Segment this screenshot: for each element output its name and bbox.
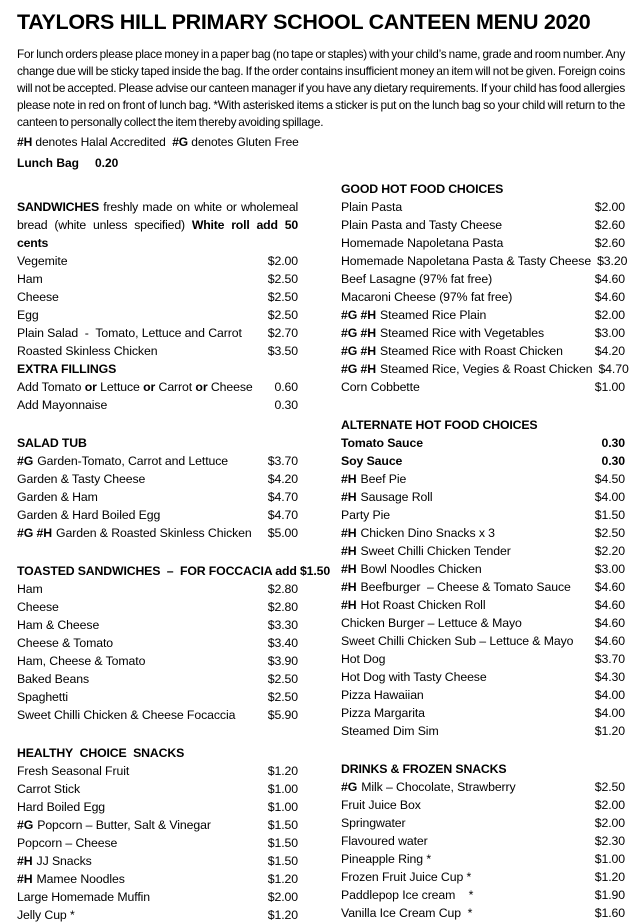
item-name: Plain Pasta and Tasty Cheese xyxy=(341,218,503,232)
dietary-tag: #H xyxy=(341,490,357,504)
item-name: Cheese & Tomato xyxy=(17,636,114,650)
dietary-tag: #H xyxy=(17,854,33,868)
item-name: Paddlepop Ice cream * xyxy=(341,888,474,902)
item-name: Plain Pasta xyxy=(341,200,403,214)
section-header: TOASTED SANDWICHES – FOR FOCCACIA add $1.50 xyxy=(17,564,331,578)
item-price: $2.00 xyxy=(594,816,625,830)
item-price: 0.60 xyxy=(274,380,298,394)
item-price: 0.30 xyxy=(601,454,625,468)
item-price: $4.00 xyxy=(594,706,625,720)
item-name: Ham xyxy=(17,272,43,286)
dietary-tag: #H xyxy=(341,526,357,540)
menu-item-row xyxy=(341,270,625,288)
item-name: #G #H Steamed Rice Plain xyxy=(341,308,487,322)
menu-item-row xyxy=(17,616,298,634)
item-name: EXTRA FILLINGS xyxy=(17,362,117,376)
item-name: Plain Salad - Tomato, Lettuce and Carrot xyxy=(17,326,242,340)
item-name: #H Sweet Chilli Chicken Tender xyxy=(341,544,511,558)
dietary-tag: #H xyxy=(341,598,357,612)
menu-item-row xyxy=(341,614,625,632)
section-header: GOOD HOT FOOD CHOICES xyxy=(341,182,504,196)
item-name: Frozen Fruit Juice Cup * xyxy=(341,870,472,884)
menu-item-row xyxy=(341,198,625,216)
item-price: $2.50 xyxy=(267,690,298,704)
menu-item-row xyxy=(341,434,625,452)
menu-item-row xyxy=(341,524,625,542)
item-name: Garden & Tasty Cheese xyxy=(17,472,146,486)
dietary-tag: #G xyxy=(17,454,34,468)
item-name: #G #H Steamed Rice, Vegies & Roast Chicken xyxy=(341,362,593,376)
item-name: Fruit Juice Box xyxy=(341,798,421,812)
menu-item-row xyxy=(341,306,625,324)
lunch-bag-price: 0.20 xyxy=(95,156,119,170)
menu-item-row xyxy=(341,868,625,886)
item-price: $1.00 xyxy=(594,852,625,866)
menu-item-row xyxy=(17,688,298,706)
item-price: $2.50 xyxy=(267,290,298,304)
dietary-tag: #H xyxy=(341,472,357,486)
item-price: $4.30 xyxy=(594,670,625,684)
menu-columns xyxy=(17,180,629,924)
menu-item-row xyxy=(17,524,298,542)
menu-item-row xyxy=(341,722,625,740)
menu-item-row xyxy=(17,270,298,288)
item-price: $2.00 xyxy=(267,254,298,268)
item-price: $2.30 xyxy=(594,834,625,848)
item-price: $2.60 xyxy=(594,236,625,250)
item-name: Garden & Hard Boiled Egg xyxy=(17,508,161,522)
menu-item-row xyxy=(17,580,298,598)
bold-text-segment: or xyxy=(84,380,97,394)
item-name: Ham xyxy=(17,582,43,596)
menu-item-row xyxy=(341,452,625,470)
item-name: Vanilla Ice Cream Cup * xyxy=(341,906,473,920)
text-segment: freshly made on white or wholemeal bread (white unless specified) xyxy=(17,200,298,232)
item-price: $1.50 xyxy=(267,854,298,868)
item-name: Sweet Chilli Chicken & Cheese Focaccia xyxy=(17,708,236,722)
item-price: $1.00 xyxy=(267,800,298,814)
item-name: Springwater xyxy=(341,816,406,830)
menu-item-row xyxy=(341,778,625,796)
menu-item-row xyxy=(341,288,625,306)
item-name: Add Mayonnaise xyxy=(17,398,108,412)
item-price: 0.30 xyxy=(601,436,625,450)
menu-item-row xyxy=(17,816,298,834)
dietary-tag: #H xyxy=(341,562,357,576)
menu-item-row xyxy=(17,870,298,888)
item-price: $1.20 xyxy=(594,870,625,884)
menu-section xyxy=(17,744,298,924)
item-price: $2.50 xyxy=(267,272,298,286)
item-price: $1.20 xyxy=(267,872,298,886)
item-price: $3.30 xyxy=(267,618,298,632)
menu-item-row xyxy=(341,470,625,488)
dietary-tag: #H xyxy=(17,872,33,886)
item-price: 0.30 xyxy=(274,398,298,412)
item-name: Flavoured water xyxy=(341,834,428,848)
bold-text-segment: #G xyxy=(172,135,189,149)
item-name: #G #H Steamed Rice with Roast Chicken xyxy=(341,344,563,358)
bold-text-segment: White roll add 50 cents xyxy=(17,218,298,250)
lunch-bag-label: Lunch Bag xyxy=(17,156,79,170)
item-name: Vegemite xyxy=(17,254,68,268)
item-price: $3.70 xyxy=(594,652,625,666)
item-name: Soy Sauce xyxy=(341,454,403,468)
menu-item-row xyxy=(17,252,298,270)
item-price: $1.20 xyxy=(594,724,625,738)
item-price: $4.70 xyxy=(598,362,629,376)
menu-item-row xyxy=(17,378,298,396)
menu-item-row xyxy=(17,288,298,306)
item-name: Beef Lasagne (97% fat free) xyxy=(341,272,493,286)
item-price: $4.60 xyxy=(594,272,625,286)
item-price: $4.20 xyxy=(267,472,298,486)
left-column xyxy=(17,180,331,924)
menu-section xyxy=(341,416,625,740)
item-name: #H JJ Snacks xyxy=(17,854,92,868)
menu-item-row xyxy=(17,852,298,870)
menu-item-row xyxy=(341,632,625,650)
item-name: #G #H Steamed Rice with Vegetables xyxy=(341,326,545,340)
item-name: Pineapple Ring * xyxy=(341,852,432,866)
bold-text-segment: or xyxy=(143,380,156,394)
item-name: Steamed Dim Sim xyxy=(341,724,439,738)
menu-item-row xyxy=(17,506,298,524)
menu-item-row xyxy=(341,252,628,270)
item-price: $2.50 xyxy=(594,780,625,794)
item-price: $1.00 xyxy=(267,782,298,796)
menu-item-row xyxy=(17,780,298,798)
menu-item-row xyxy=(17,888,298,906)
item-price: $3.00 xyxy=(594,562,625,576)
menu-item-row xyxy=(341,704,625,722)
item-price: $2.80 xyxy=(267,582,298,596)
text-segment: denotes Halal Accredited xyxy=(32,135,173,149)
item-price: $2.20 xyxy=(594,544,625,558)
dietary-tag: #H xyxy=(341,580,357,594)
dietary-tag: #G xyxy=(17,818,34,832)
item-name: Roasted Skinless Chicken xyxy=(17,344,158,358)
menu-item-row xyxy=(17,652,298,670)
item-name: Pizza Margarita xyxy=(341,706,425,720)
menu-item-row xyxy=(17,452,298,470)
item-price: $1.50 xyxy=(267,836,298,850)
item-name: #H Beef Pie xyxy=(341,472,407,486)
bold-text-segment: SANDWICHES xyxy=(17,200,100,214)
menu-item-row xyxy=(17,488,298,506)
item-name: Popcorn – Cheese xyxy=(17,836,118,850)
text-segment: Carrot xyxy=(155,380,196,394)
item-name: Hot Dog with Tasty Cheese xyxy=(341,670,487,684)
item-price: $4.60 xyxy=(594,634,625,648)
menu-item-row xyxy=(341,668,625,686)
item-price: $2.00 xyxy=(594,798,625,812)
item-name: #H Sausage Roll xyxy=(341,490,433,504)
menu-item-row xyxy=(341,488,625,506)
item-name: Cheese xyxy=(17,290,59,304)
menu-item-row xyxy=(341,360,629,378)
item-price: $2.60 xyxy=(594,218,625,232)
item-name: #H Hot Roast Chicken Roll xyxy=(341,598,486,612)
dietary-tag: #G #H xyxy=(341,308,377,322)
item-price: $3.20 xyxy=(597,254,628,268)
item-price: $3.90 xyxy=(267,654,298,668)
item-price: $1.50 xyxy=(594,508,625,522)
menu-item-row xyxy=(17,798,298,816)
dietary-tag: #G xyxy=(341,780,358,794)
item-name: Hot Dog xyxy=(341,652,386,666)
menu-section xyxy=(17,198,298,414)
menu-item-row xyxy=(341,324,625,342)
item-name: Macaroni Cheese (97% fat free) xyxy=(341,290,513,304)
item-name: Cheese xyxy=(17,600,59,614)
item-price: $1.50 xyxy=(267,818,298,832)
item-price: $5.90 xyxy=(267,708,298,722)
item-name xyxy=(17,378,253,396)
item-price: $4.60 xyxy=(594,598,625,612)
dietary-tag: #G #H xyxy=(17,526,53,540)
menu-section xyxy=(341,760,625,922)
lunch-bag-line xyxy=(17,155,625,172)
section-header xyxy=(17,198,298,252)
item-price: $4.20 xyxy=(594,344,625,358)
section-header: ALTERNATE HOT FOOD CHOICES xyxy=(341,418,538,432)
item-name: #H Chicken Dino Snacks x 3 xyxy=(341,526,495,540)
item-name: Ham & Cheese xyxy=(17,618,100,632)
intro-paragraph: For lunch orders please place money in a paper bag (no tape or staples) with your child’s name, grade and room number. Any change due will be sticky taped inside the bag. If the order contains insufficient money an item will not be given. Foreign coins will not be accepted. Please advise our canteen manager if you have any dietary requirements. If your child has food allergies please note in red on front of lunch bag. *With asterisked items a sticker is put on the lunch bag so your child will return to the canteen to personally collect the item thereby avoiding spillage. xyxy=(17,47,625,129)
menu-item-row xyxy=(17,306,298,324)
item-name: Ham, Cheese & Tomato xyxy=(17,654,146,668)
item-name: Sweet Chilli Chicken Sub – Lettuce & Mayo xyxy=(341,634,574,648)
menu-item-row xyxy=(17,906,298,924)
menu-item-row xyxy=(341,850,625,868)
menu-item-row xyxy=(17,470,298,488)
item-price: $4.60 xyxy=(594,290,625,304)
item-name: Tomato Sauce xyxy=(341,436,423,450)
menu-item-row xyxy=(341,234,625,252)
dietary-tag: #G #H xyxy=(341,362,377,376)
menu-item-row xyxy=(17,598,298,616)
item-name: #G Popcorn – Butter, Salt & Vinegar xyxy=(17,818,211,832)
menu-item-row xyxy=(341,542,625,560)
item-price: $2.00 xyxy=(267,890,298,904)
menu-item-row xyxy=(17,342,298,360)
item-name: Spaghetti xyxy=(17,690,69,704)
item-price: $1.60 xyxy=(594,906,625,920)
menu-item-row xyxy=(341,342,625,360)
page-title: TAYLORS HILL PRIMARY SCHOOL CANTEEN MENU 2020 xyxy=(17,10,591,34)
item-price: $1.20 xyxy=(267,908,298,922)
item-name: Garden & Ham xyxy=(17,490,98,504)
item-price: $2.50 xyxy=(267,308,298,322)
item-price: $2.00 xyxy=(594,308,625,322)
item-name: Pizza Hawaiian xyxy=(341,688,424,702)
item-name: #H Bowl Noodles Chicken xyxy=(341,562,482,576)
menu-section xyxy=(17,562,331,724)
text-segment: Add Tomato xyxy=(17,380,85,394)
item-price: $3.00 xyxy=(594,326,625,340)
item-price: $1.20 xyxy=(267,764,298,778)
menu-section xyxy=(17,434,298,542)
menu-item-row xyxy=(17,762,298,780)
item-name: Corn Cobbette xyxy=(341,380,420,394)
item-price: $2.80 xyxy=(267,600,298,614)
item-price: $1.90 xyxy=(594,888,625,902)
dietary-tag: #G #H xyxy=(341,344,377,358)
menu-section xyxy=(341,180,629,396)
bold-text-segment: or xyxy=(195,380,208,394)
menu-item-row xyxy=(341,506,625,524)
menu-item-row xyxy=(17,706,298,724)
item-price: $2.50 xyxy=(267,672,298,686)
item-name: Carrot Stick xyxy=(17,782,81,796)
menu-item-row xyxy=(17,396,298,414)
menu-item-row xyxy=(341,378,625,396)
dietary-legend-line xyxy=(17,134,625,151)
item-name: Homemade Napoletana Pasta xyxy=(341,236,504,250)
dietary-tag: #G #H xyxy=(341,326,377,340)
bold-text-segment: #H xyxy=(17,135,33,149)
item-price: $4.70 xyxy=(267,490,298,504)
item-price: $3.40 xyxy=(267,636,298,650)
item-price: $5.00 xyxy=(267,526,298,540)
menu-item-row xyxy=(17,360,298,378)
item-price: $3.50 xyxy=(267,344,298,358)
menu-item-row xyxy=(341,596,625,614)
item-price: $4.60 xyxy=(594,580,625,594)
dietary-tag: #H xyxy=(341,544,357,558)
menu-item-row xyxy=(341,904,625,922)
text-segment: Cheese xyxy=(207,380,253,394)
item-price: $4.00 xyxy=(594,490,625,504)
menu-item-row xyxy=(17,324,298,342)
item-name: #H Beefburger – Cheese & Tomato Sauce xyxy=(341,580,571,594)
menu-item-row xyxy=(341,686,625,704)
item-name: Chicken Burger – Lettuce & Mayo xyxy=(341,616,522,630)
item-name: Hard Boiled Egg xyxy=(17,800,106,814)
item-name: Jelly Cup * xyxy=(17,908,75,922)
item-price: $2.70 xyxy=(267,326,298,340)
text-segment: Lettuce xyxy=(96,380,144,394)
menu-item-row xyxy=(341,832,625,850)
menu-item-row xyxy=(341,650,625,668)
menu-item-row xyxy=(341,578,625,596)
menu-item-row xyxy=(341,814,625,832)
menu-item-row xyxy=(17,670,298,688)
menu-item-row xyxy=(341,796,625,814)
item-name: Egg xyxy=(17,308,39,322)
section-header: DRINKS & FROZEN SNACKS xyxy=(341,762,507,776)
item-name: Homemade Napoletana Pasta & Tasty Cheese xyxy=(341,254,592,268)
item-name: Fresh Seasonal Fruit xyxy=(17,764,130,778)
item-name: Large Homemade Muffin xyxy=(17,890,151,904)
item-price: $4.00 xyxy=(594,688,625,702)
menu-item-row xyxy=(341,216,625,234)
item-name: Baked Beans xyxy=(17,672,90,686)
item-price: $1.00 xyxy=(594,380,625,394)
item-name: #G Garden-Tomato, Carrot and Lettuce xyxy=(17,454,229,468)
right-column xyxy=(341,180,629,922)
menu-item-row xyxy=(341,886,625,904)
item-name: Party Pie xyxy=(341,508,390,522)
menu-item-row xyxy=(17,834,298,852)
item-price: $2.00 xyxy=(594,200,625,214)
item-price: $4.60 xyxy=(594,616,625,630)
item-name: #G #H Garden & Roasted Skinless Chicken xyxy=(17,526,252,540)
section-header: HEALTHY CHOICE SNACKS xyxy=(17,746,185,760)
text-segment: denotes Gluten Free xyxy=(188,135,299,149)
item-name: #H Mamee Noodles xyxy=(17,872,125,886)
item-price: $4.50 xyxy=(594,472,625,486)
menu-item-row xyxy=(17,634,298,652)
item-price: $3.70 xyxy=(267,454,298,468)
section-header: SALAD TUB xyxy=(17,436,87,450)
item-name: #G Milk – Chocolate, Strawberry xyxy=(341,780,516,794)
item-price: $4.70 xyxy=(267,508,298,522)
menu-item-row xyxy=(341,560,625,578)
item-price: $2.50 xyxy=(594,526,625,540)
